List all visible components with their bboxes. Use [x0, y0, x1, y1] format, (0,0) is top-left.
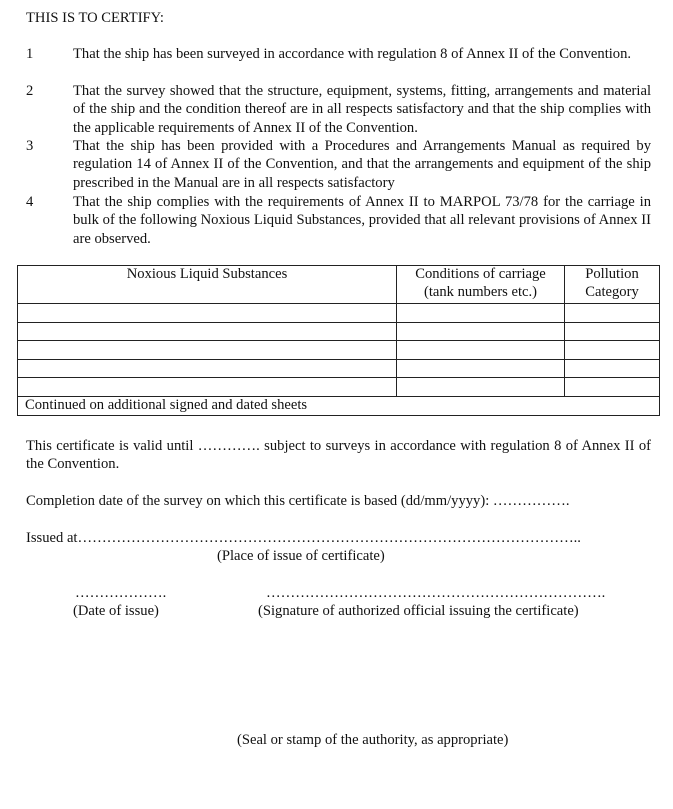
clause-1 [26, 45, 651, 63]
table-header-row [18, 266, 660, 304]
category-cell[interactable] [565, 322, 660, 341]
conditions-cell[interactable] [397, 359, 565, 378]
category-cell[interactable] [565, 304, 660, 323]
substances-table [17, 265, 660, 416]
signature-dots: ……………………………………………………………. [266, 585, 606, 601]
conditions-cell[interactable] [397, 304, 565, 323]
conditions-cell[interactable] [397, 378, 565, 397]
table-row [18, 304, 660, 323]
clause-4 [26, 193, 651, 248]
header-category [565, 266, 660, 304]
substance-cell[interactable] [18, 322, 397, 341]
clause-number: 3 [26, 138, 34, 154]
clause-number: 1 [26, 46, 34, 62]
conditions-cell[interactable] [397, 341, 565, 360]
header-category-line1: Pollution [585, 266, 639, 282]
completion-date-line: Completion date of the survey on which this certificate is based (dd/mm/yyyy): ……………. [26, 493, 570, 509]
header-category-line2: Category [585, 283, 639, 300]
clause-2 [26, 82, 651, 137]
date-of-issue-dots: ………………. [75, 585, 167, 601]
category-cell[interactable] [565, 378, 660, 397]
substance-cell[interactable] [18, 378, 397, 397]
table-row [18, 359, 660, 378]
header-conditions-line2: (tank numbers etc.) [423, 283, 538, 300]
clause-text: That the survey showed that the structure, equipment, systems, fitting, arrangements and material of the ship and the condition thereof are in all respects satisfactory and that the ship complies with the applicable requirements of Annex II of the Convention. [73, 83, 651, 136]
table-row [18, 378, 660, 397]
clause-number: 4 [26, 194, 34, 210]
substance-cell[interactable] [18, 304, 397, 323]
certify-heading: THIS IS TO CERTIFY: [26, 10, 164, 26]
validity-statement: This certificate is valid until …………. subject to surveys in accordance with regulation 8 of Annex II of the Convention. [26, 438, 651, 473]
clause-text: That the ship has been surveyed in accordance with regulation 8 of Annex II of the Convention. [73, 46, 632, 62]
table-row [18, 322, 660, 341]
seal-caption: (Seal or stamp of the authority, as appropriate) [237, 732, 509, 748]
conditions-cell[interactable] [397, 322, 565, 341]
date-of-issue-caption: (Date of issue) [73, 603, 159, 619]
place-of-issue-caption: (Place of issue of certificate) [217, 548, 385, 564]
table-row [18, 341, 660, 360]
clause-text: That the ship complies with the requirements of Annex II to MARPOL 73/78 for the carriage in bulk of the following Noxious Liquid Substances, provided that all relevant provisions of Annex II are observed. [73, 194, 651, 247]
substance-cell[interactable] [18, 359, 397, 378]
clause-number: 2 [26, 83, 34, 99]
table-footer-row [18, 396, 660, 415]
clause-text: That the ship has been provided with a Procedures and Arrangements Manual as required by regulation 14 of Annex II of the Convention, and that the arrangements and equipment of the ship prescribed in the Manual are in all respects satisfactory [73, 138, 651, 191]
category-cell[interactable] [565, 359, 660, 378]
continued-note: Continued on additional signed and dated sheets [18, 396, 660, 415]
header-substances: Noxious Liquid Substances [18, 266, 397, 304]
header-conditions-line1: Conditions of carriage [415, 266, 546, 282]
category-cell[interactable] [565, 341, 660, 360]
issued-at-line: Issued at………………………………………………………………………………………….. [26, 530, 581, 546]
substance-cell[interactable] [18, 341, 397, 360]
signature-caption: (Signature of authorized official issuing the certificate) [258, 603, 579, 619]
header-conditions [397, 266, 565, 304]
clause-3 [26, 137, 651, 192]
